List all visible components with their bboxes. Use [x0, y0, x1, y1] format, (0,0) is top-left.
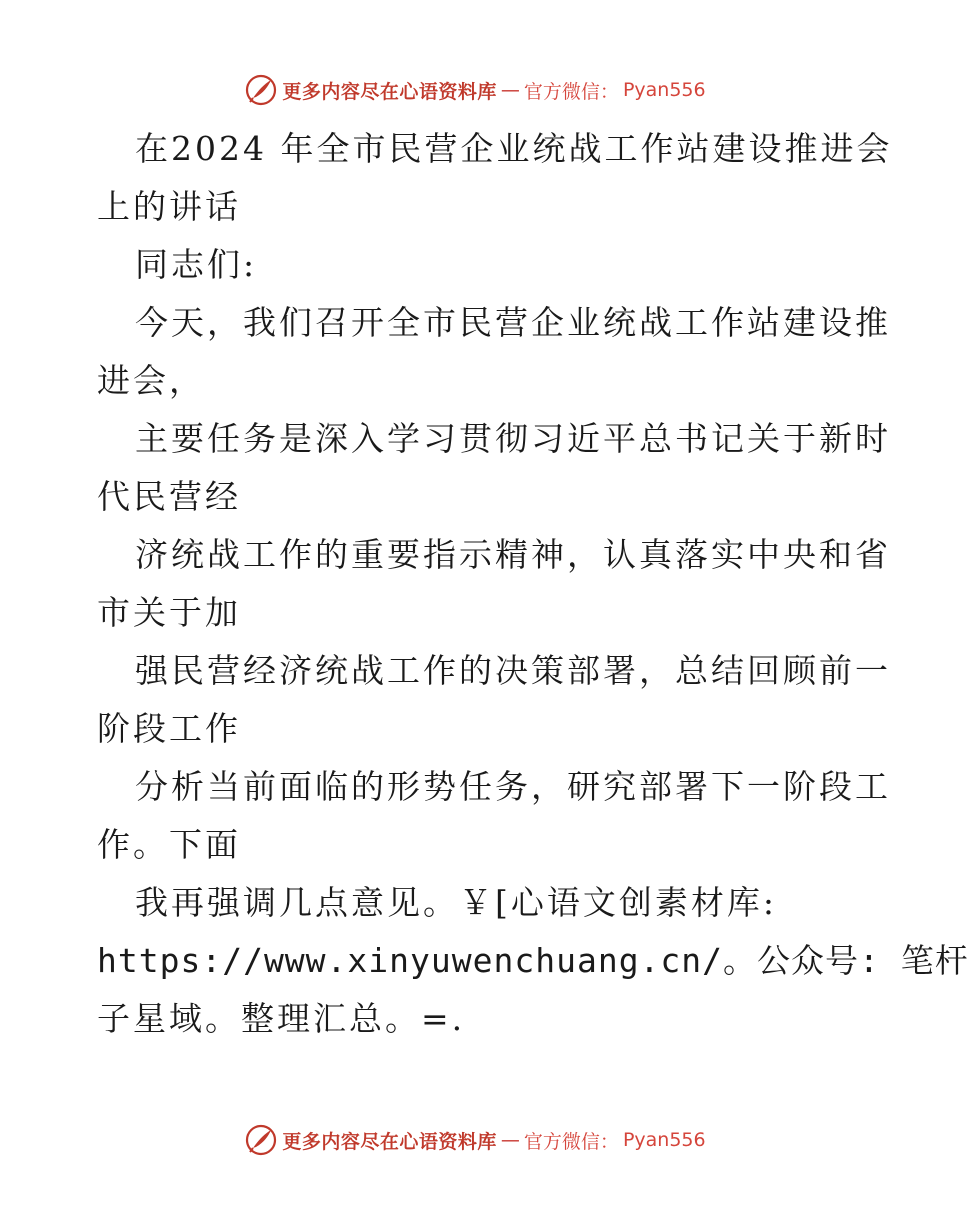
title-line-2: 上的讲话 [97, 187, 241, 226]
watermark-dash: — [500, 79, 520, 101]
watermark-title: 更多内容尽在心语资料库 [282, 1130, 497, 1153]
paragraph-line: 代民营经 [97, 477, 241, 516]
document-body [97, 120, 969, 1048]
paragraph-line: 分析当前面临的形势任务，研究部署下一阶段工 [135, 767, 891, 806]
header-watermark [0, 70, 950, 110]
quill-pen-logo-icon [244, 73, 278, 107]
quill-pen-logo-icon [244, 1123, 278, 1157]
watermark-dash: — [500, 1129, 520, 1151]
watermark-subtitle: 官方微信： [523, 80, 619, 103]
footer-watermark [0, 1120, 950, 1160]
paragraph-line: 主要任务是深入学习贯彻习近平总书记关于新时 [135, 419, 891, 458]
paragraph-line: 我再强调几点意见。￥[心语文创素材库: [135, 883, 777, 922]
paragraph-line: 阶段工作 [97, 709, 241, 748]
paragraph-line: 进会， [97, 361, 205, 400]
title-line-1: 在2024 年全市民营企业统战工作站建设推进会 [135, 129, 893, 168]
watermark-handle: Pyan556 [622, 1129, 706, 1151]
paragraph-line: 强民营经济统战工作的决策部署，总结回顾前一 [135, 651, 891, 690]
paragraph-line: 作。下面 [97, 825, 241, 864]
watermark-subtitle: 官方微信： [523, 1130, 619, 1153]
paragraph-line: 今天，我们召开全市民营企业统战工作站建设推 [135, 303, 891, 342]
paragraph-line: 子星域。整理汇总。=. [97, 999, 466, 1038]
watermark-handle: Pyan556 [622, 79, 706, 101]
url-line: https://www.xinyuwenchuang.cn/。公众号: 笔杆 [97, 941, 969, 980]
paragraph-line: 市关于加 [97, 593, 241, 632]
watermark-title: 更多内容尽在心语资料库 [282, 80, 497, 103]
salutation: 同志们: [135, 245, 258, 284]
paragraph-line: 济统战工作的重要指示精神，认真落实中央和省 [135, 535, 891, 574]
